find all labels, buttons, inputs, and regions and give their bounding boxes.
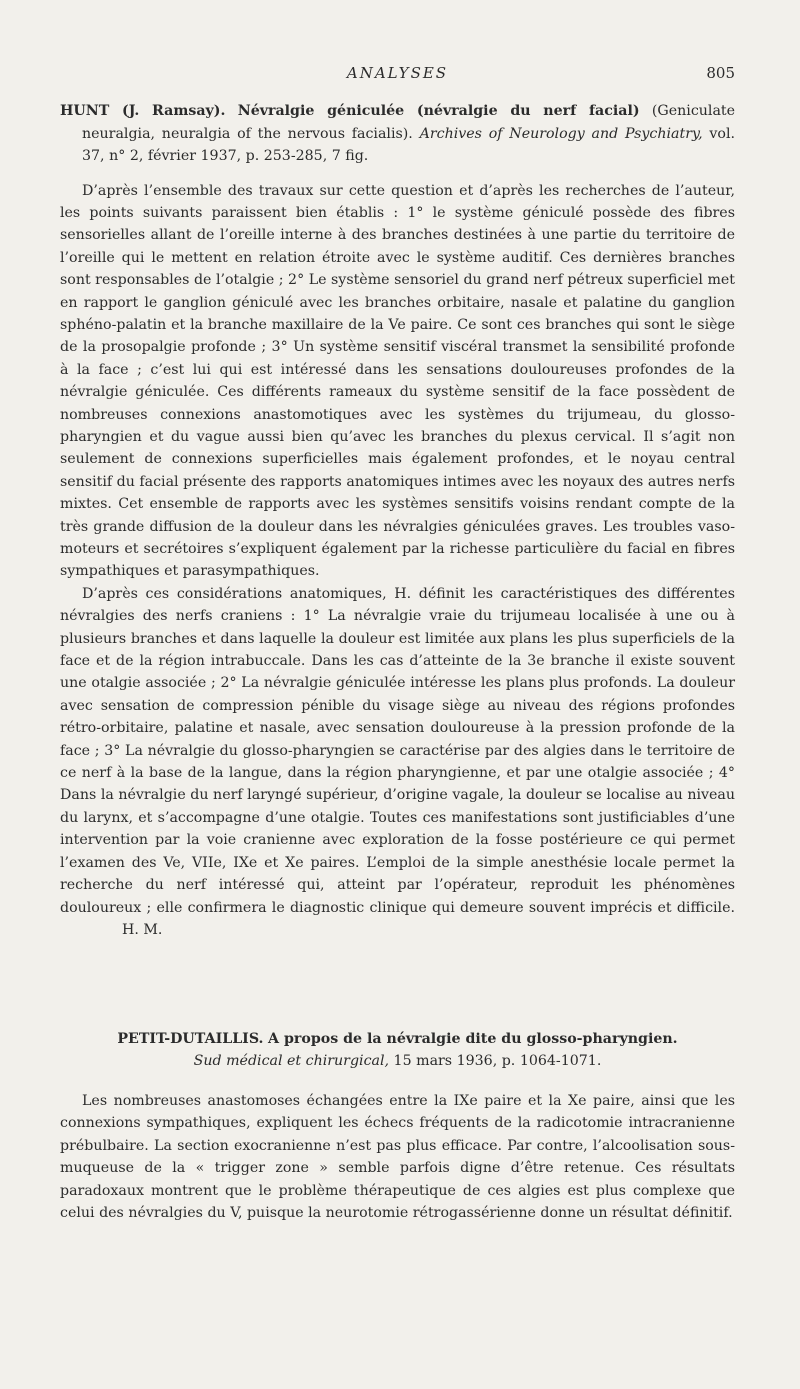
author: PETIT-DUTAILLIS. (117, 1031, 264, 1047)
running-head (60, 64, 735, 86)
running-title: ANALYSES (346, 64, 449, 82)
signature: H. M. (122, 921, 163, 938)
page-number: 805 (706, 64, 735, 82)
citation (60, 100, 735, 168)
article-title: Névralgie géniculée (névralgie du nerf facial) (237, 103, 640, 119)
journal-name: Archives of Neurology and Psychiatry, (419, 125, 703, 142)
paragraph (60, 583, 735, 942)
article-title-english: (Geniculate neuralgia, neuralgia of the nervous facialis). (82, 103, 736, 142)
publication-details: 15 mars 1936, p. 1064-1071. (393, 1053, 602, 1069)
paragraph: D’après l’ensemble des travaux sur cette question et d’après les recherches de l’auteur, les points suivants paraissent bien établis : 1° le système géniculé possède des fibres sensorielles allant de l’oreille interne à des branches destinées à une partie du territoire de l’oreille qui le mettent en relation étroite avec le système auditif. Ces dernières branches sont responsables de l’otalgie ; 2° Le système sensoriel du grand nerf pétreux superficiel met en rapport le ganglion géniculé avec les branches orbitaire, nasale et palatine du ganglion sphéno-palatin et la branche maxillaire de la Ve paire. Ce sont ces branches qui sont le siège de la prosopalgie profonde ; 3° Un système sensitif viscéral transmet la sensibilité profonde à la face ; c’est lui qui est intéressé dans les sensations douloureuses profondes de la névralgie géniculée. Ces différents rameaux du système sensitif de la face possèdent de nombreuses connexions anastomotiques avec les systèmes du trijumeau, du glosso-pharyngien et du vague aussi bien qu’avec les branches du plexus cervical. Il s’agit non seulement de connexions superficielles mais également profondes, et le noyau central sensitif du facial présente des rapports anatomiques intimes avec les noyaux des autres nerfs mixtes. Cet ensemble de rapports avec les systèmes sensitifs voisins rendant compte de la très grande diffusion de la douleur dans les névralgies géniculées graves. Les troubles vaso-moteurs et secrétoires s’expliquent également par la richesse particulière du facial en fibres sympathiques et parasympathiques. (60, 182, 735, 580)
article-title: A propos de la névralgie dite du glosso-pharyngien. (268, 1031, 678, 1047)
citation (60, 1028, 735, 1050)
citation-source (60, 1050, 735, 1072)
paragraph: Les nombreuses anastomoses échangées entre la IXe paire et la Xe paire, ainsi que les connexions sympathiques, expliquent les échecs fréquents de la radicotomie intracranienne prébulbaire. La section exocranienne n’est pas plus efficace. Par contre, l’alcoolisation sous-muqueuse de la « trigger zone » semble parfois digne d’être retenue. Ces résultats paradoxaux montrent que le problème thérapeutique de ces algies est plus complexe que celui des névralgies du V, puisque la neurotomie rétrogassérienne donne un résultat définitif. (60, 1093, 735, 1222)
paragraph-text: D’après ces considérations anatomiques, H. définit les caractéristiques des différentes névralgies des nerfs craniens : 1° La névralgie vraie du trijumeau localisée à une ou à plusieurs branches et dans laquelle la douleur est limitée aux plans les plus superficiels de la face et de la région intrabuccale. Dans les cas d’atteinte de la 3e branche il existe souvent une otalgie associée ; 2° La névralgie géniculée intéresse les plans plus profonds. La douleur avec sensation de compression pénible du visage siège au niveau des régions profondes rétro-orbitaire, palatine et nasale, avec sensation douloureuse à la pression profonde de la face ; 3° La névralgie du glosso-pharyngien se caractérise par des algies dans le territoire de ce nerf à la base de la langue, dans la région pharyngienne, et par une otalgie associée ; 4° Dans la névralgie du nerf laryngé supérieur, d’origine vagale, la douleur se localise au niveau du larynx, et s’accompagne d’une otalgie. Toutes ces manifestations sont justificiables d’une intervention par la voie cranienne avec exploration de la fosse postérieure ce qui permet l’examen des Ve, VIIe, IXe et Xe paires. L’emploi de la simple anesthésie locale permet la recherche du nerf intéressé qui, atteint par l’opérateur, reproduit les phénomènes douloureux ; elle confirmera le diagnostic clinique qui demeure souvent imprécis et difficile. (60, 585, 735, 916)
journal-name: Sud médical et chirurgical, (193, 1053, 390, 1069)
article-petit-dutaillis (60, 1028, 735, 1224)
article-hunt (60, 100, 735, 941)
author: HUNT (J. Ramsay). (60, 103, 226, 119)
publication-details: vol. 37, n° 2, février 1937, p. 253-285, 7 fig. (82, 125, 736, 164)
